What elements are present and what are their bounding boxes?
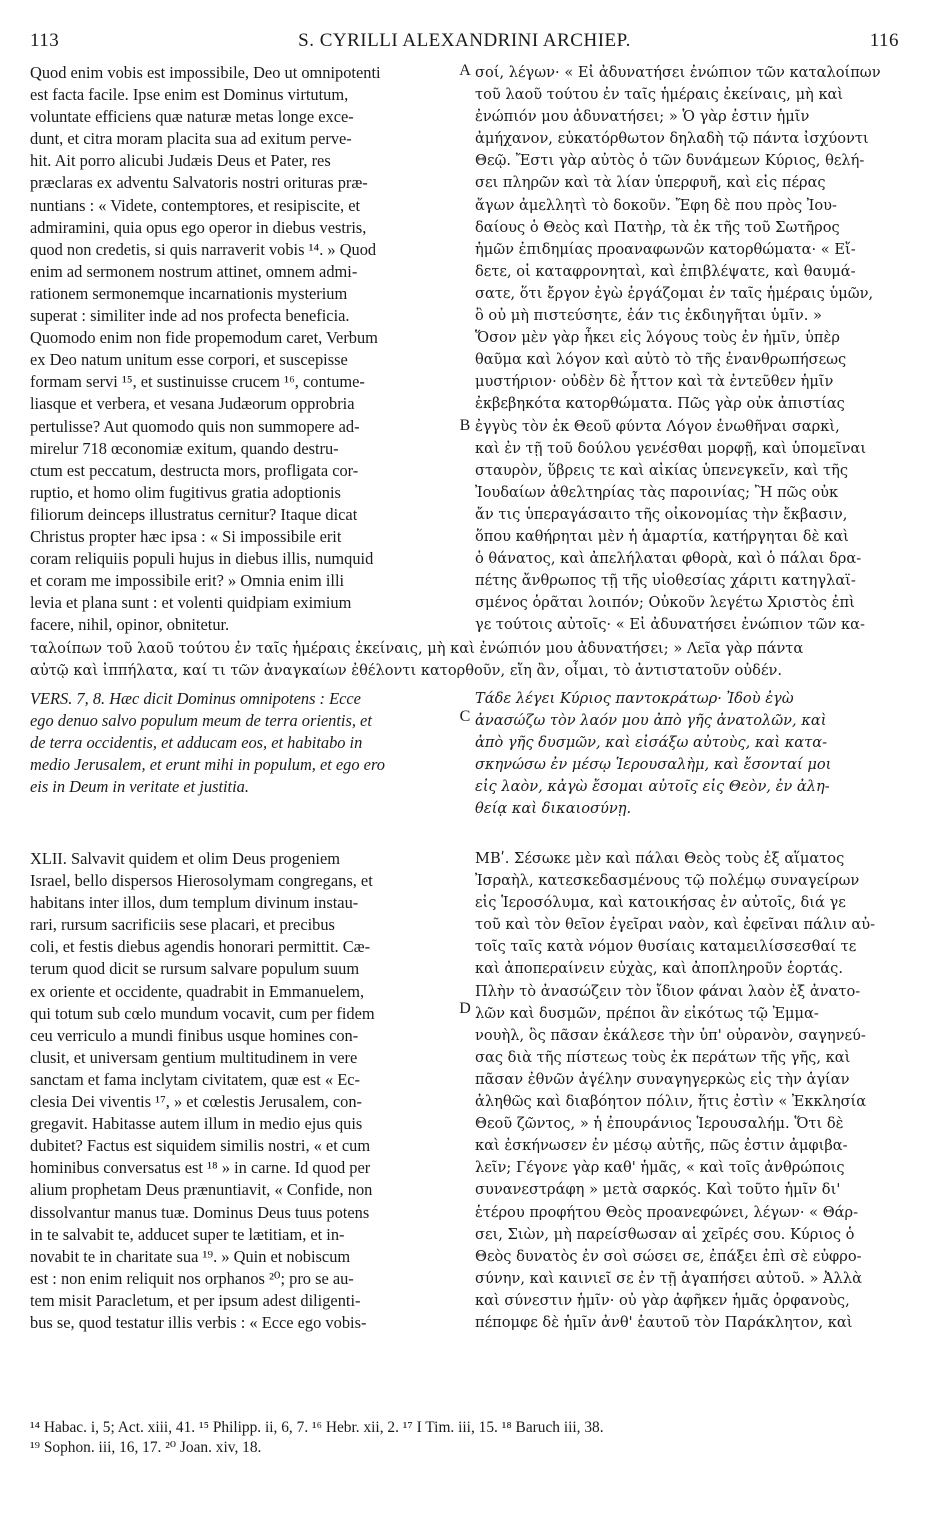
text-line: ἀμήχανον, εὐκατόρθωτον δηλαδὴ τῷ πάντα ἰσχύοντι — [475, 130, 869, 148]
text-line: rationem sermonemque incarnationis mysterium — [30, 283, 348, 303]
text-line: σει, Σιὼν, μὴ παρείσθωσαν αἱ χεῖρές σου. Κύριος ὁ — [475, 1225, 855, 1243]
text-line: πᾶσαν ἐθνῶν ἀγέλην συναγηγερκὼς εἰς τὴν ἁγίαν — [475, 1070, 850, 1088]
text-line: clesia Dei viventis ¹⁷, » et cœlestis Jerusalem, con- — [30, 1092, 362, 1112]
text-line: Israel, bello dispersos Hierosolymam congregans, et — [30, 871, 373, 891]
text-line: ὁ θάνατος, καὶ ἀπελήλαται φθορὰ, καὶ ὁ πάλαι δρα- — [475, 550, 862, 568]
text-line: Ὅσον μὲν γὰρ ἧκει εἰς λόγους τοὺς ἐν ἡμῖν, ὑπὲρ — [475, 329, 840, 347]
text-line: gregavit. Habitasse autem illum in medio ejus quis — [30, 1114, 363, 1134]
margin-letter-d: D — [459, 1000, 471, 1017]
text-line: voluntate efficiens quæ naturæ metas longe exce- — [30, 107, 354, 127]
text-line: καὶ ἐν τῇ τοῦ δούλου γενέσθαι μορφῇ, καὶ ὑπομεῖναι — [475, 439, 867, 457]
text-line: καὶ ἀποπεραίνειν εὐχὰς, καὶ ἀποπληροῦν ἑορτάς. — [475, 960, 843, 978]
text-line: λεῖν; Γέγονε γὰρ καθ' ἡμᾶς, « καὶ τοῖς ἀνθρώποις — [475, 1159, 845, 1177]
text-line: coli, et festis diebus agendis honorari permittit. Cæ- — [30, 937, 371, 957]
text-line: superat : similiter inde ad nos profecta beneficia. — [30, 306, 350, 326]
text-line: ἀπὸ γῆς δυσμῶν, καὶ εἰσάξω αὐτοὺς, καὶ κατα- — [475, 734, 828, 752]
text-line: dunt, et citra moram placita sua ad exitum perve- — [30, 129, 352, 149]
text-line: formam servi ¹⁵, et sustinuisse crucem ¹⁶, contume- — [30, 372, 365, 392]
text-line: Θεῷ. Ἔστι γὰρ αὐτὸς ὁ τῶν δυνάμεων Κύριος, θελή- — [475, 152, 865, 170]
margin-letter-c: C — [459, 708, 471, 725]
text-line: ¹⁹ Sophon. iii, 16, 17. ²⁰ Joan. xiv, 18. — [30, 1439, 262, 1456]
text-line: σκηνώσω ἐν μέσῳ Ἱερουσαλὴμ, καὶ ἔσονταί μοι — [475, 756, 832, 774]
text-line: αὐτῷ καὶ ἰππήλατα, καί τι τῶν ἀναγκαίων ἐθέλοντι κατορθοῦν, εἴη ἂν, οἶμαι, τὸ ἀντιστατοῦν οὐδέν. — [30, 662, 783, 680]
text-line: ἀνασώζω τὸν λαόν μου ἀπὸ γῆς ἀνατολῶν, καὶ — [475, 712, 827, 730]
text-line: præclaras ex adventu Salvatoris nostri orituras præ- — [30, 173, 368, 193]
text-line: hominibus conversatus est ¹⁸ » in carne. Id quod per — [30, 1158, 371, 1178]
text-line: ἄν τις ὑπεραγάσαιτο τῆς οἰκονομίας τὴν ἔκβασιν, — [475, 505, 848, 523]
text-line: ἑτέρου προφήτου Θεὸς προανεφώνει, λέγων· « Θάρ- — [475, 1203, 859, 1221]
margin-letter-a: A — [459, 62, 471, 79]
text-line: bus se, quod testatur illis verbis : « Ecce ego vobis- — [30, 1312, 367, 1332]
text-line: dissolvantur manus tuæ. Dominus Deus tuus potens — [30, 1202, 370, 1222]
text-line: Ἰουδαίων ἀθελτηρίας τὰς παροινίας; Ἢ πῶς οὐκ — [475, 483, 839, 501]
text-line: rari, rursum sacrificiis sese placari, et precibus — [30, 915, 335, 935]
running-title: S. CYRILLI ALEXANDRINI ARCHIEP. — [298, 30, 631, 51]
text-line: VERS. 7, 8. Hæc dicit Dominus omnipotens : Ecce — [30, 689, 361, 708]
text-line: nuntians : « Videte, contemptores, et resipiscite, et — [30, 195, 361, 215]
text-line: ἄγων ἀμελλητὶ τὸ δοκοῦν. Ἔφη δὲ που πρὸς Ἰου- — [475, 196, 837, 214]
text-line: τοῦ λαοῦ τούτου ἐν ταῖς ἡμέραις ἐκείναις, μὴ καὶ — [475, 86, 844, 104]
text-line: ἀληθῶς καὶ διαβόητον πόλιν, ἥτις ἐστὶν « Ἐκκλησία — [475, 1093, 867, 1111]
text-line: ego denuo salvo populum meum de terra orientis, et — [30, 711, 372, 731]
text-line: in te salvabit te, adducet super te lætitiam, et in- — [30, 1224, 345, 1244]
text-line: πέπομφε δὲ ἡμῖν ἀνθ' ἑαυτοῦ τὸν Παράκλητον, καὶ — [475, 1313, 853, 1331]
text-line: ἡμῶν ἐπιδημίας προαναφωνῶν κατορθώματα· « Εἴ- — [475, 240, 856, 258]
text-line: εἰς Ἱεροσόλυμα, καὶ κατοικήσας ἐν αὐτοῖς, διά γε — [475, 894, 846, 912]
text-line: ΜΒʹ. Σέσωκε μὲν καὶ πάλαι Θεὸς τοὺς ἐξ αἵματος — [475, 850, 845, 867]
text-line: μυστήριον· οὐδὲν δὲ ἧττον καὶ τὰ ἐντεῦθεν ἡμῖν — [475, 373, 834, 391]
footnotes — [30, 1418, 896, 1458]
text-line: καὶ ἐσκήνωσεν ἐν μέσῳ αὐτῆς, πῶς ἐστιν ἀμφιβα- — [475, 1137, 848, 1155]
text-line: XLII. Salvavit quidem et olim Deus progeniem — [30, 849, 340, 868]
text-line: et coram me impossibile erit? » Omnia enim illi — [30, 571, 345, 591]
text-line: Ἰσραὴλ, κατεσκεδασμένους τῷ πολέμῳ συναγείρων — [475, 872, 860, 890]
text-line: ruptio, et homo olim fugitivus gratia adoptionis — [30, 482, 341, 502]
text-line: alium prophetam Deus prænuntiavit, « Confide, non — [30, 1180, 373, 1200]
text-line: λῶν καὶ δυσμῶν, πρέποι ἂν εἰκότως τῷ Ἐμμα- — [475, 1004, 819, 1022]
latin-column-bottom — [30, 848, 458, 1334]
text-line: Quomodo enim non fide propemodum caret, Verbum — [30, 328, 378, 348]
text-line: filiorum deinceps illustratus cernitur? Itaque dicat — [30, 504, 358, 524]
margin-letter-b: B — [459, 417, 471, 434]
text-line: est facta facile. Ipse enim est Dominus virtutum, — [30, 85, 349, 105]
text-line: πέτης ἄνθρωπος τῇ τῆς υἱοθεσίας χάριτι κατηγλαϊ- — [475, 572, 856, 590]
text-line: ex Deo natum unitum esse corpori, et suscepisse — [30, 350, 348, 370]
text-line: δετε, οἱ καταφρονηταὶ, καὶ ἐπιβλέψατε, καὶ θαυμά- — [475, 262, 856, 280]
text-line: γε τούτοις αὐτοῖς· « Εἰ ἀδυνατήσει ἐνώπιον τῶν κα- — [475, 616, 865, 634]
text-line: novabit te in charitate sua ¹⁹. » Quin et nobiscum — [30, 1246, 351, 1266]
text-line: ἐνώπιόν μου ἀδυνατήσει; » Ὁ γὰρ ἐστιν ἡμῖν — [475, 108, 810, 126]
text-line: συνανεστράφη » μετὰ σαρκός. Καὶ τοῦτο ἡμῖν δι' — [475, 1181, 841, 1199]
text-line: terum quod dicit se rursum salvare populum suum — [30, 959, 360, 979]
page-number-right: 116 — [869, 30, 899, 51]
text-line: εἰς λαὸν, κἀγὼ ἔσομαι αὐτοῖς εἰς Θεὸν, ἐν ἀλη- — [475, 778, 830, 796]
page-number-left: 113 — [30, 30, 60, 51]
text-line: Quod enim vobis est impossibile, Deo ut omnipotenti — [30, 63, 381, 82]
text-line: clusit, et universam gentium multitudinem in vere — [30, 1047, 358, 1067]
text-line: est : non enim reliquit nos orphanos ²⁰; pro se au- — [30, 1268, 354, 1288]
text-line: θείᾳ καὶ δικαιοσύνῃ. — [475, 800, 632, 818]
text-line: Christus propter hæc ipsa : « Si impossibile erit — [30, 526, 342, 546]
text-line: eis in Deum in veritate et justitia. — [30, 777, 249, 797]
greek-full-width — [30, 638, 896, 682]
text-line: ctum est peccatum, destructa mors, profligata cor- — [30, 460, 359, 480]
text-line: θαῦμα καὶ λόγον καὶ αὐτὸ τὸ τῆς ἐνανθρωπήσεως — [475, 351, 847, 369]
text-line: de terra occidentis, et adducam eos, et habitabo in — [30, 733, 363, 753]
text-line: facere, nihil, opinor, obnitetur. — [30, 615, 230, 635]
text-line: tem misit Paracletum, et per ipsum adest diligenti- — [30, 1290, 361, 1310]
greek-verse — [475, 688, 895, 821]
text-line: mirelur 718 œconomiæ exitum, quando destru- — [30, 438, 339, 458]
text-line: δαίους ὁ Θεὸς καὶ Πατὴρ, τὰ ἐκ τῆς τοῦ Σωτῆρος — [475, 218, 840, 236]
text-line: ἐγγὺς τὸν ἐκ Θεοῦ φύντα Λόγον ἑνωθῆναι σαρκὶ, — [475, 417, 840, 435]
text-line: σταυρὸν, ὕβρεις τε καὶ αἰκίας ὑπενεγκεῖν, καὶ τῆς — [475, 461, 849, 479]
greek-column-top — [475, 62, 895, 636]
text-line: qui totum sub cœlo mundum vocavit, cum per fidem — [30, 1003, 375, 1023]
text-line: σας διὰ τῆς πίστεως τοὺς ἐκ περάτων τῆς γῆς, καὶ — [475, 1048, 851, 1066]
text-line: σύνην, καὶ καινιεῖ σε ἐν τῇ ἀγαπήσει αὐτοῦ. » Ἀλλὰ — [475, 1269, 862, 1287]
text-line: medio Jerusalem, et erunt mihi in populum, et ego ero — [30, 755, 385, 775]
text-line: Τάδε λέγει Κύριος παντοκράτωρ· Ἰδοὺ ἐγὼ — [475, 690, 794, 707]
text-line: καὶ σύνεστιν ἡμῖν· οὐ γὰρ ἀφῆκεν ἡμᾶς ὀρφανοὺς, — [475, 1291, 850, 1309]
text-line: σατε, ὅτι ἔργον ἐγὼ ἐργάζομαι ἐν ταῖς ἡμέραις ὑμῶν, — [475, 284, 874, 302]
text-line: enim ad sermonem nostrum attinet, omnem admi- — [30, 261, 358, 281]
text-line: νουὴλ, ὃς πᾶσαν ἐκάλεσε τὴν ὑπ' οὐρανὸν, σαγηνεύ- — [475, 1026, 866, 1044]
text-line: σει πληρῶν καὶ τὰ λίαν ὑπερφυῆ, καὶ εἰς πέρας — [475, 174, 826, 192]
text-line: σοί, λέγων· « Εἰ ἀδυνατήσει ἐνώπιον τῶν καταλοίπων — [475, 64, 881, 81]
text-line: Πλὴν τὸ ἀνασώζειν τὸν ἴδιον φάναι λαὸν ἐξ ἀνατο- — [475, 982, 861, 1000]
text-line: quod non credetis, si quis narraverit vobis ¹⁴. » Quod — [30, 239, 377, 259]
greek-column-bottom — [475, 848, 895, 1334]
text-line: σμένος ὁρᾶται λοιπόν; Οὐκοῦν λεγέτω Χριστὸς ἐπὶ — [475, 594, 855, 612]
text-line: ὃ οὐ μὴ πιστεύσητε, ἐάν τις ἐκδιηγῆται ὑμῖν. » — [475, 307, 822, 325]
text-line: sanctam et fama inclytam civitatem, quæ est « Ec- — [30, 1069, 360, 1089]
text-line: liasque et verbera, et vesana Judæorum opprobria — [30, 394, 355, 414]
text-line: ὅπου καθήρηται μὲν ἡ ἁμαρτία, κατήργηται δὲ καὶ — [475, 527, 849, 545]
running-head — [30, 30, 899, 56]
text-line: levia et plana sunt : et volenti quidpiam eximium — [30, 593, 352, 613]
text-line: ceu verriculo a mundi finibus usque homines con- — [30, 1025, 359, 1045]
text-line: ex oriente et occidente, quadrabit in Emmanuelem, — [30, 981, 365, 1001]
text-line: admiramini, quia opus ego operor in diebus vestris, — [30, 217, 367, 237]
latin-verse — [30, 688, 458, 798]
text-line: ¹⁴ Habac. i, 5; Act. xiii, 41. ¹⁵ Philipp. ii, 6, 7. ¹⁶ Hebr. xii, 2. ¹⁷ I Tim. iii, 15. ¹⁸ Baruch iii, 38. — [30, 1419, 604, 1436]
text-line: τοῦ καὶ τὸν θεῖον ἐγεῖραι ναὸν, καὶ ἐφεῖναι πάλιν αὐ- — [475, 916, 876, 934]
text-line: coram reliquiis populi hujus in diebus illis, numquid — [30, 549, 374, 569]
latin-column-top — [30, 62, 458, 636]
text-line: ἐκβεβηκότα κατορθώματα. Πῶς γὰρ οὐκ ἀπιστίας — [475, 395, 845, 413]
text-line: ταλοίπων τοῦ λαοῦ τούτου ἐν ταῖς ἡμέραις ἐκείναις, μὴ καὶ ἐνώπιόν μου ἀδυνατήσει; » Λεῖα γὰρ πάντα — [30, 640, 804, 657]
text-line: Θεοῦ ζῶντος, » ἡ ἐπουράνιος Ἱερουσαλήμ. Ὅτι δὲ — [475, 1115, 844, 1133]
text-line: Θεὸς δυνατὸς ἐν σοὶ σώσει σε, ἐπάξει ἐπὶ σὲ εὐφρο- — [475, 1247, 862, 1265]
text-line: habitans inter illos, dum templum divinum instau- — [30, 893, 359, 913]
text-line: dubitet? Factus est siquidem similis nostri, « et cum — [30, 1136, 371, 1156]
text-line: hit. Ait porro alicubi Judæis Deus et Pater, res — [30, 151, 331, 171]
text-line: τοῖς ταῖς κατὰ νόμον θυσίαις καταμειλίσσεσθαί τε — [475, 938, 857, 956]
text-line: pertulisse? Aut quomodo quis non summopere ad- — [30, 416, 360, 436]
